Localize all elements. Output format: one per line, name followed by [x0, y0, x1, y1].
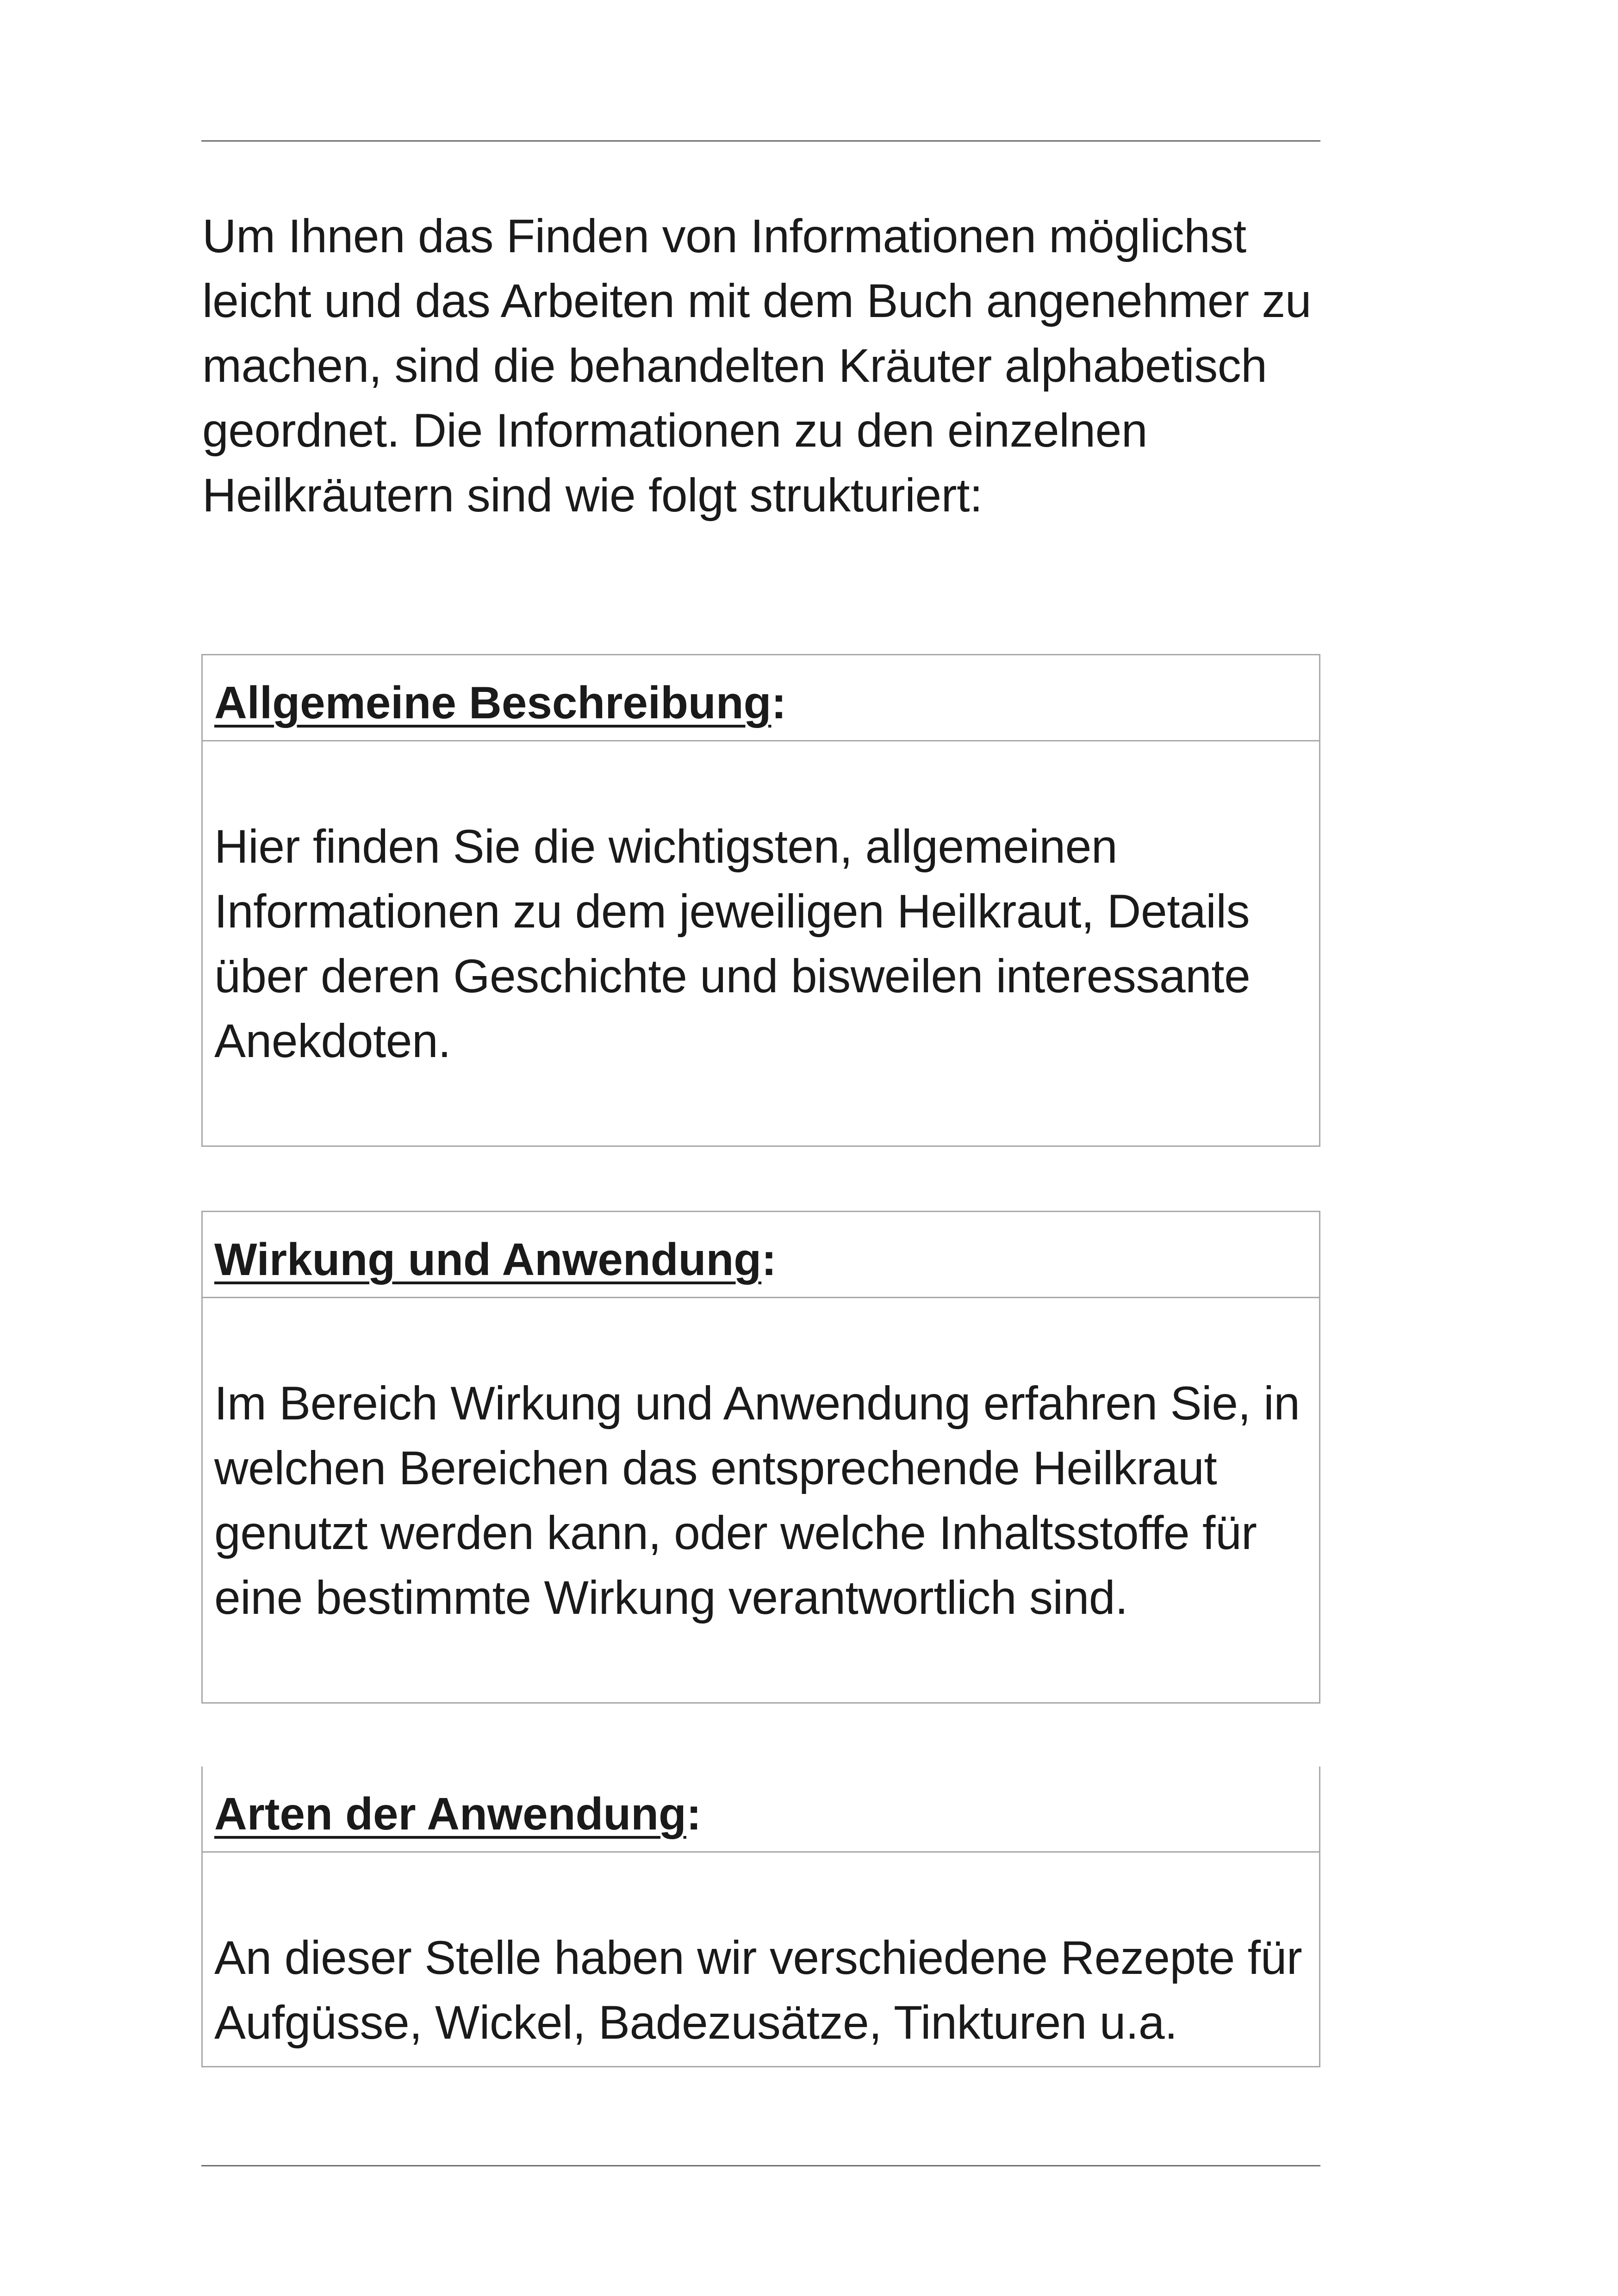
section-heading: [203, 1212, 1319, 1298]
section-heading: [203, 655, 1319, 741]
section-title: Arten der Anwendung: [214, 1788, 686, 1839]
section-box-wirkung-und-anwendung: [201, 1211, 1320, 1704]
section-box-allgemeine-beschreibung: [201, 654, 1320, 1147]
section-body: An dieser Stelle haben wir verschiedene Rezepte für Aufgüsse, Wickel, Badezusätze, Tinkturen u.a.: [214, 1931, 1302, 2049]
section-body: Im Bereich Wirkung und Anwendung erfahren Sie, in welchen Bereichen das entsprechende Heilkraut genutzt werden kann, oder welche Inhaltsstoffe für eine bestimmte Wirkung verantwortlich sind.: [214, 1377, 1300, 1624]
bottom-divider: [201, 2165, 1320, 2166]
section-title: Allgemeine Beschreibung: [214, 677, 772, 728]
section-body: Hier finden Sie die wichtigsten, allgemeinen Informationen zu dem jeweiligen Heilkraut, Details über deren Geschichte und bisweilen interessante Anekdoten.: [214, 820, 1251, 1067]
section-heading: [203, 1767, 1319, 1853]
section-box-arten-der-anwendung: [201, 1767, 1320, 2067]
section-title-colon: :: [761, 1234, 777, 1285]
section-title-colon: :: [686, 1788, 702, 1839]
section-title: Wirkung und Anwendung: [214, 1234, 762, 1285]
top-divider: [201, 140, 1320, 142]
section-title-colon: :: [771, 677, 787, 728]
intro-paragraph: Um Ihnen das Finden von Informationen möglichst leicht und das Arbeiten mit dem Buch angenehmer zu machen, sind die behandelten Kräuter alphabetisch geordnet. Die Informationen zu den einzelnen Heilkräutern sind wie folgt strukturiert:: [202, 210, 1312, 522]
